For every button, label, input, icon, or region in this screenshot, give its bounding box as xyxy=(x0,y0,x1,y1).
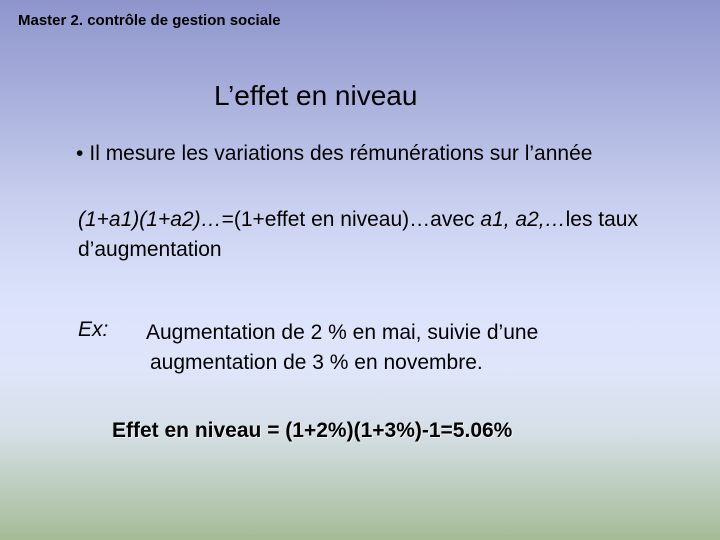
example-line-2: augmentation de 3 % en novembre. xyxy=(150,351,483,374)
formula-equality: =(1+effet en niveau)…avec xyxy=(221,208,481,231)
bullet-point xyxy=(76,142,592,166)
example-label: Ex: xyxy=(78,318,109,341)
slide-title: L’effet en niveau xyxy=(214,80,418,111)
formula-product: (1+a1)(1+a2)… xyxy=(78,208,222,231)
example-line-1: Augmentation de 2 % en mai, suivie d’une xyxy=(146,321,539,344)
bullet-dot-icon: • xyxy=(76,142,84,165)
result-text: Effet en niveau = (1+2%)(1+3%)-1=5.06% xyxy=(112,419,513,442)
example-text xyxy=(146,318,538,378)
slide-header: Master 2. contrôle de gestion sociale xyxy=(18,12,281,29)
formula-variables: a1, a2,… xyxy=(480,208,566,231)
formula-definition: les taux d’augmentation xyxy=(78,208,638,261)
formula-paragraph xyxy=(78,205,688,265)
bullet-text: Il mesure les variations des rémunérations sur l’année xyxy=(89,142,593,165)
